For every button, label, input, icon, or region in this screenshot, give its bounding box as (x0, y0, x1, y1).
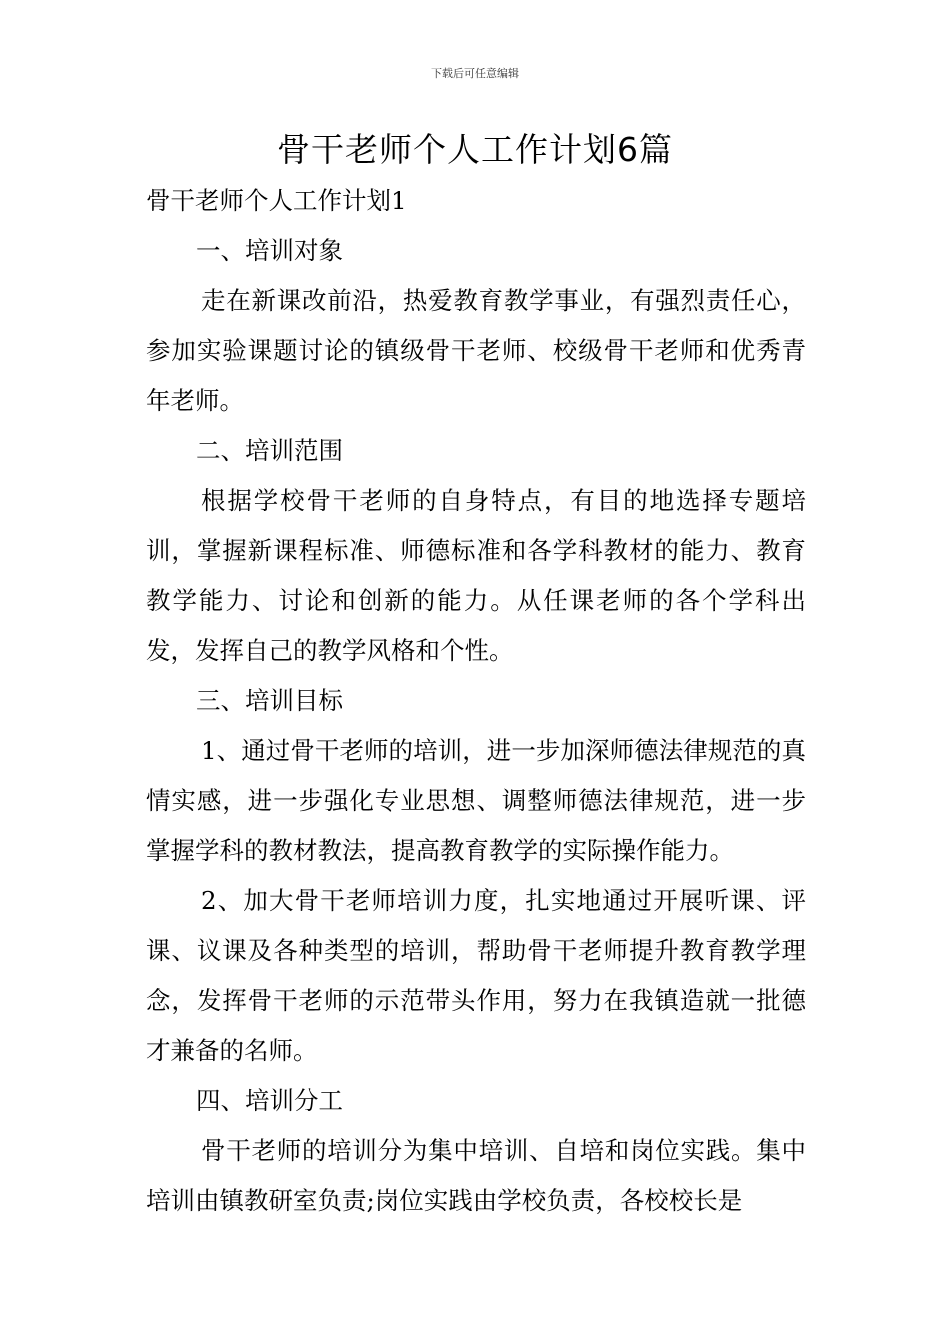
section-item-3-2: 2、加大骨干老师培训力度，扎实地通过开展听课、评课、议课及各种类型的培训，帮助骨干老师提升教育教学理念，发挥骨干老师的示范带头作用，努力在我镇造就一批德才兼备的名师。 (146, 886, 806, 1065)
plan-subtitle: 骨干老师个人工作计划1 (146, 186, 407, 215)
section-heading-2: 二、培训范围 (196, 436, 343, 465)
section-paragraph-4: 骨干老师的培训分为集中培训、自培和岗位实践。集中培训由镇教研室负责;岗位实践由学校负责，各校校长是 (146, 1136, 806, 1215)
section-heading-3: 三、培训目标 (196, 686, 343, 715)
section-heading-4: 四、培训分工 (196, 1086, 343, 1115)
header-note: 下载后可任意编辑 (431, 67, 519, 80)
document-body (146, 176, 806, 1226)
section-paragraph-2: 根据学校骨干老师的自身特点，有目的地选择专题培训，掌握新课程标准、师德标准和各学科教材的能力、教育教学能力、讨论和创新的能力。从任课老师的各个学科出发，发挥自己的教学风格和个性。 (146, 486, 806, 665)
section-heading-1: 一、培训对象 (196, 236, 343, 265)
section-paragraph-1: 走在新课改前沿，热爱教育教学事业，有强烈责任心，参加实验课题讨论的镇级骨干老师、校级骨干老师和优秀青年老师。 (146, 286, 806, 415)
document-title: 骨干老师个人工作计划6篇 (277, 130, 673, 169)
section-item-3-1: 1、通过骨干老师的培训，进一步加深师德法律规范的真情实感，进一步强化专业思想、调整师德法律规范，进一步掌握学科的教材教法，提高教育教学的实际操作能力。 (146, 736, 806, 865)
